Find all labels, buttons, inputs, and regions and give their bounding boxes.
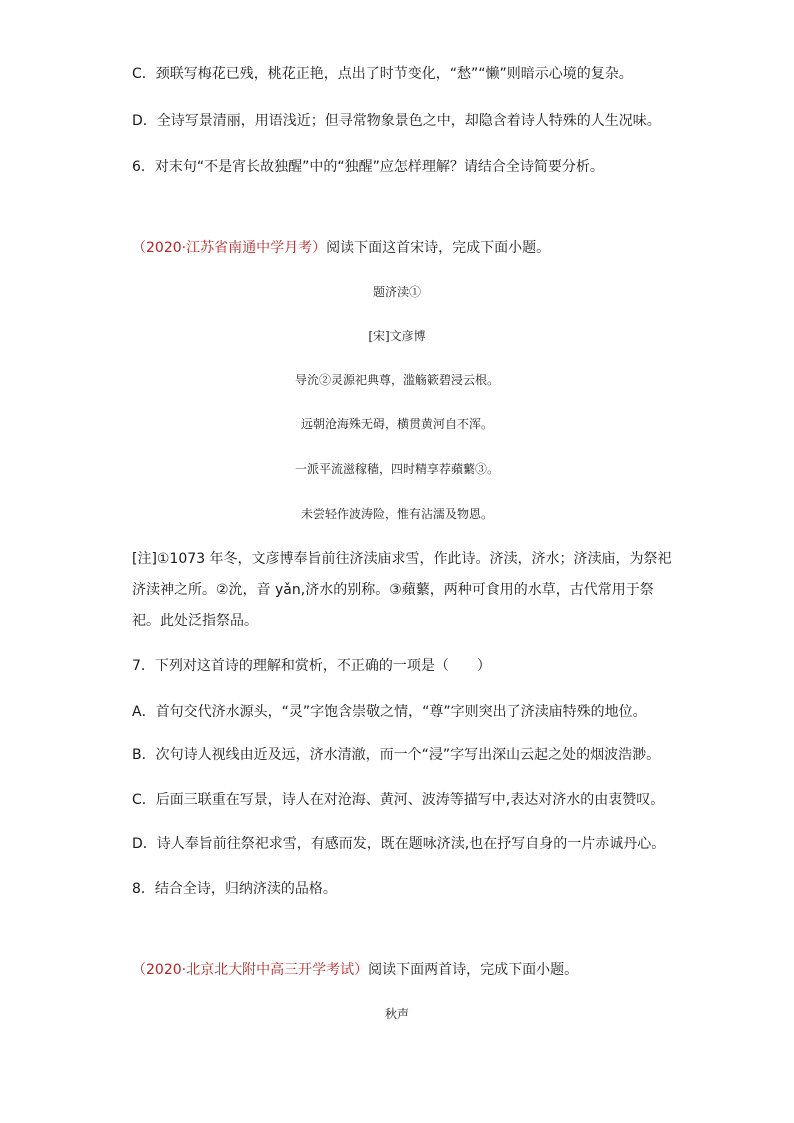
question-7-option-d: D．诗人奉旨前往祭祀求雪，有感而发，既在题咏济渎,也在抒写自身的一片赤诚丹心。 bbox=[132, 836, 666, 852]
poem-1-title: 题济渎① bbox=[372, 285, 421, 299]
source-1-text: 2020·江苏省南通中学月考 bbox=[146, 240, 313, 256]
poem-1-note: [注]①1073 年冬，文彦博奉旨前往济渎庙求雪，作此诗。济渎，济水；济渎庙，为祭祀济渎神之所。②沇，音 yǎn,济水的别称。③蘋蘩，两种可食用的水草，古代常用于祭祀。此处泛指祭品。 bbox=[132, 551, 672, 629]
source-2 bbox=[132, 960, 734, 980]
source-1-open-paren: （ bbox=[132, 240, 146, 256]
source-2-open-paren: （ bbox=[132, 962, 146, 978]
source-2-instruction: 阅读下面两首诗，完成下面小题。 bbox=[368, 962, 579, 978]
poem-1-line-4: 未尝轻作波涛险，惟有沾濡及物恩。 bbox=[300, 507, 493, 521]
poem-1-line-1: 导沇②灵源祀典尊，滥觞簌碧浸云根。 bbox=[294, 373, 499, 387]
question-6: 6．对末句“不是宵长故独醒”中的“独醒”应怎样理解？请结合全诗简要分析。 bbox=[132, 159, 604, 175]
source-2-close-paren: ） bbox=[354, 962, 369, 978]
poem-1-line-2: 远朝沧海殊无碍，横贯黄河自不浑。 bbox=[300, 417, 493, 431]
question-8: 8．结合全诗，归纳济渎的品格。 bbox=[132, 881, 337, 897]
poem-1-author: [宋]文彦博 bbox=[368, 329, 426, 343]
source-2-text: 2020·北京北大附中高三开学考试 bbox=[146, 962, 355, 978]
question-7-option-c: C．后面三联重在写景，诗人在对沧海、黄河、波涛等描写中,表达对济水的由衷赞叹。 bbox=[132, 792, 665, 808]
poem-2-title: 秋声 bbox=[384, 1007, 409, 1021]
source-1-close-paren: ） bbox=[312, 240, 327, 256]
source-1 bbox=[132, 238, 734, 258]
q5-option-c: C．颈联写梅花已残，桃花正艳，点出了时节变化，“愁”“懒”则暗示心境的复杂。 bbox=[132, 66, 633, 82]
q5-option-d: D．全诗写景清丽，用语浅近；但寻常物象景色之中，却隐含着诗人特殊的人生况味。 bbox=[132, 113, 661, 129]
poem-1-line-3: 一派平流滋稼穑，四时精享荐蘋蘩③。 bbox=[294, 462, 499, 476]
question-7-option-b: B．次句诗人视线由近及远，济水清澈，而一个“浸”字写出深山云起之处的烟波浩渺。 bbox=[132, 747, 661, 763]
question-7-option-a: A．首句交代济水源头，“灵”字饱含崇敬之情，“尊”字则突出了济渎庙特殊的地位。 bbox=[132, 704, 647, 720]
question-7-stem: 7．下列对这首诗的理解和赏析，不正确的一项是（ ） bbox=[132, 658, 491, 674]
source-1-instruction: 阅读下面这首宋诗，完成下面小题。 bbox=[326, 240, 551, 256]
